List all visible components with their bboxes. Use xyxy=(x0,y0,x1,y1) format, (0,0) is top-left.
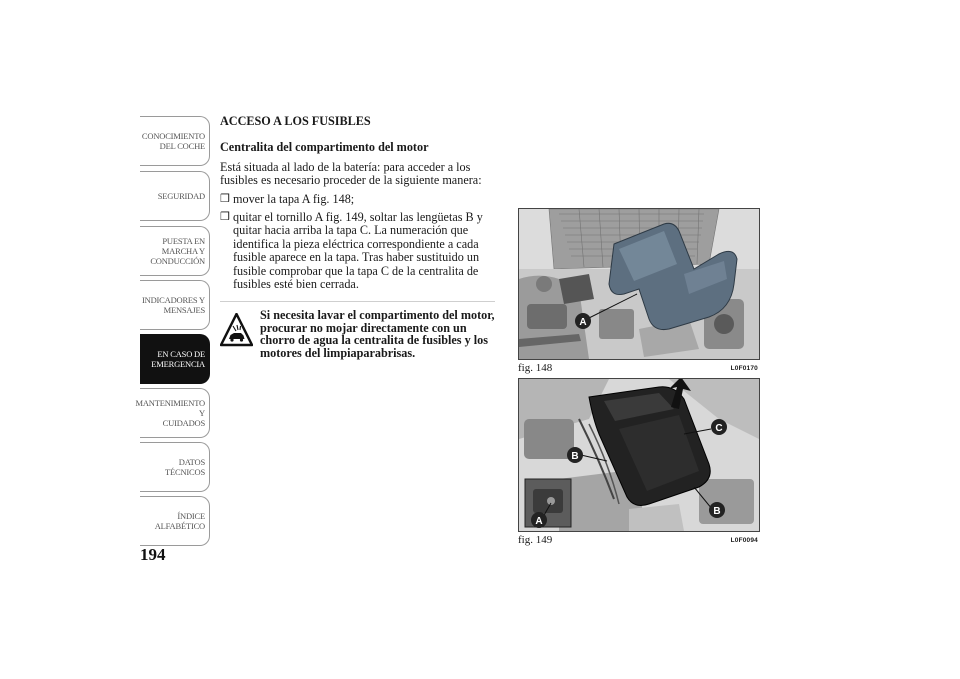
list-item-text: mover la tapa A fig. 148; xyxy=(233,191,355,206)
section-heading: ACCESO A LOS FUSIBLES xyxy=(220,114,371,128)
warning-box xyxy=(220,301,495,359)
figure-149-code: L0F0094 xyxy=(730,536,758,544)
figure-149-caption-row xyxy=(518,534,760,546)
figure-149-label-a: A xyxy=(535,516,543,527)
list-item xyxy=(220,193,495,206)
tab-indicadores-mensajes[interactable]: INDICADORES Y MENSAJES xyxy=(140,280,210,330)
figure-149-image xyxy=(518,378,760,532)
checkbox-bullet-icon: ❒ xyxy=(220,192,230,205)
subsection-heading: Centralita del compartimento del motor xyxy=(220,140,429,155)
tab-puesta-en-marcha[interactable]: PUESTA EN MARCHA Y CONDUCCIÓN xyxy=(140,226,210,276)
figure-149-label-c: C xyxy=(715,423,723,434)
tab-datos-tecnicos[interactable]: DATOS TÉCNICOS xyxy=(140,442,210,492)
figure-149-caption: fig. 149 xyxy=(518,534,553,546)
figure-148-image xyxy=(518,208,760,360)
tab-conocimiento-del-coche[interactable]: CONOCIMIENTO DEL COCHE xyxy=(140,116,210,166)
figure-148-code: L0F0170 xyxy=(730,364,758,372)
page-number: 194 xyxy=(140,545,166,564)
main-text xyxy=(220,115,495,359)
intro-paragraph: Está situada al lado de la batería: para acceder a los fusibles es necesario proceder de la siguiente manera: xyxy=(220,159,482,188)
figure-149-label-b-upper: B xyxy=(571,451,579,462)
tab-en-caso-de-emergencia[interactable]: EN CASO DE EMERGENCIA xyxy=(140,334,210,384)
figure-148-caption-row xyxy=(518,362,760,374)
car-washing-warning-icon xyxy=(220,313,253,347)
tab-mantenimiento-cuidados[interactable]: MANTENIMIENTO Y CUIDADOS xyxy=(140,388,210,438)
checkbox-bullet-icon: ❒ xyxy=(220,211,230,224)
figure-148-label-a: A xyxy=(579,317,587,328)
tab-indice-alfabetico[interactable]: ÍNDICE ALFABÉTICO xyxy=(140,496,210,546)
figure-149-label-b-lower: B xyxy=(713,506,721,517)
figure-149 xyxy=(518,378,760,546)
figure-148 xyxy=(518,208,760,374)
figure-148-caption: fig. 148 xyxy=(518,362,553,374)
list-item-text: quitar el tornillo A fig. 149, soltar las lengüetas B y quitar hacia arriba la tapa C. La numeración que identifica la pieza eléctrica correspondiente a cada fusible aparece en la tapa. Tras haber sustituido un fusible comprobar que la tapa C de la centralita de fusibles esté bien cerrada. xyxy=(233,210,483,292)
tab-seguridad[interactable]: SEGURIDAD xyxy=(140,171,210,221)
warning-text: Si necesita lavar el compartimento del motor, procurar no mojar directamente con un chorro de agua la centralita de fusibles y los motores del limpiaparabrisas. xyxy=(260,308,495,360)
list-item xyxy=(220,211,495,291)
